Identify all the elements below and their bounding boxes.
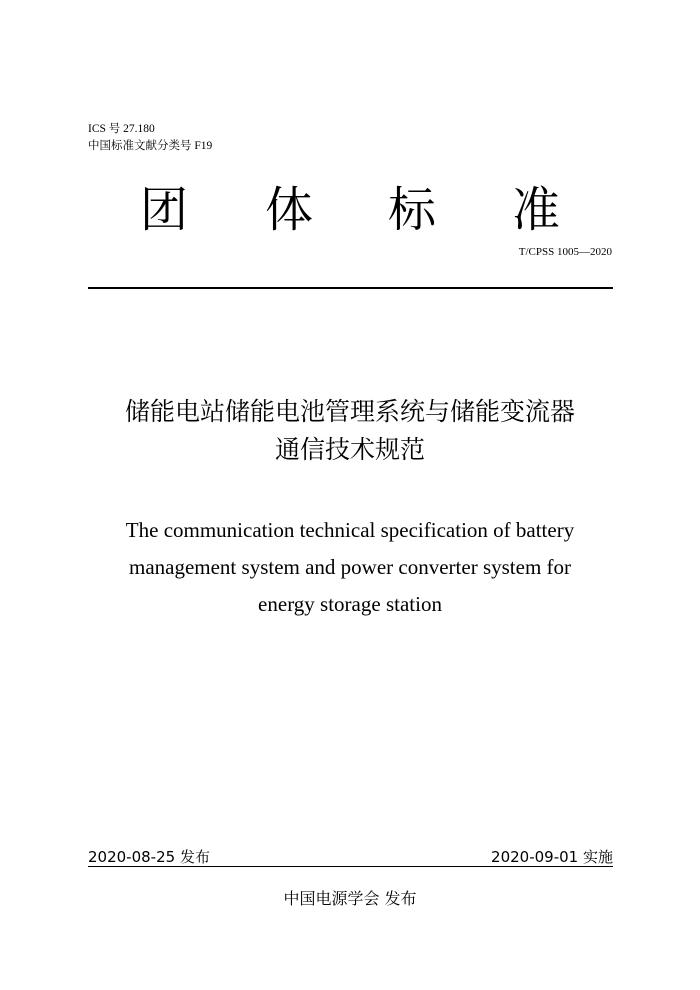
category-char-4: 准 <box>511 182 560 238</box>
title-en-line-3: energy storage station <box>258 592 442 616</box>
category-char-1: 团 <box>139 182 188 238</box>
release-date: 2020-08-25 发布 <box>88 848 210 866</box>
standard-code: T/CPSS 1005—2020 <box>518 246 612 258</box>
ics-number: ICS 号 27.180 <box>88 123 155 135</box>
header-divider <box>88 287 613 289</box>
title-cn-line-2: 通信技术规范 <box>274 435 425 464</box>
implementation-date: 2020-09-01 实施 <box>491 848 613 866</box>
publisher: 中国电源学会 发布 <box>283 889 417 908</box>
footer-divider <box>88 866 613 867</box>
category-char-3: 标 <box>387 182 436 238</box>
title-en-line-1: The communication technical specification of battery <box>125 518 575 542</box>
standard-category-title <box>0 178 700 242</box>
ccs-number: 中国标准文献分类号 F19 <box>88 140 213 152</box>
category-char-2: 体 <box>264 182 313 238</box>
title-cn-line-1: 储能电站储能电池管理系统与储能变流器 <box>124 397 575 426</box>
title-en-line-2: management system and power converter system for <box>128 555 572 579</box>
